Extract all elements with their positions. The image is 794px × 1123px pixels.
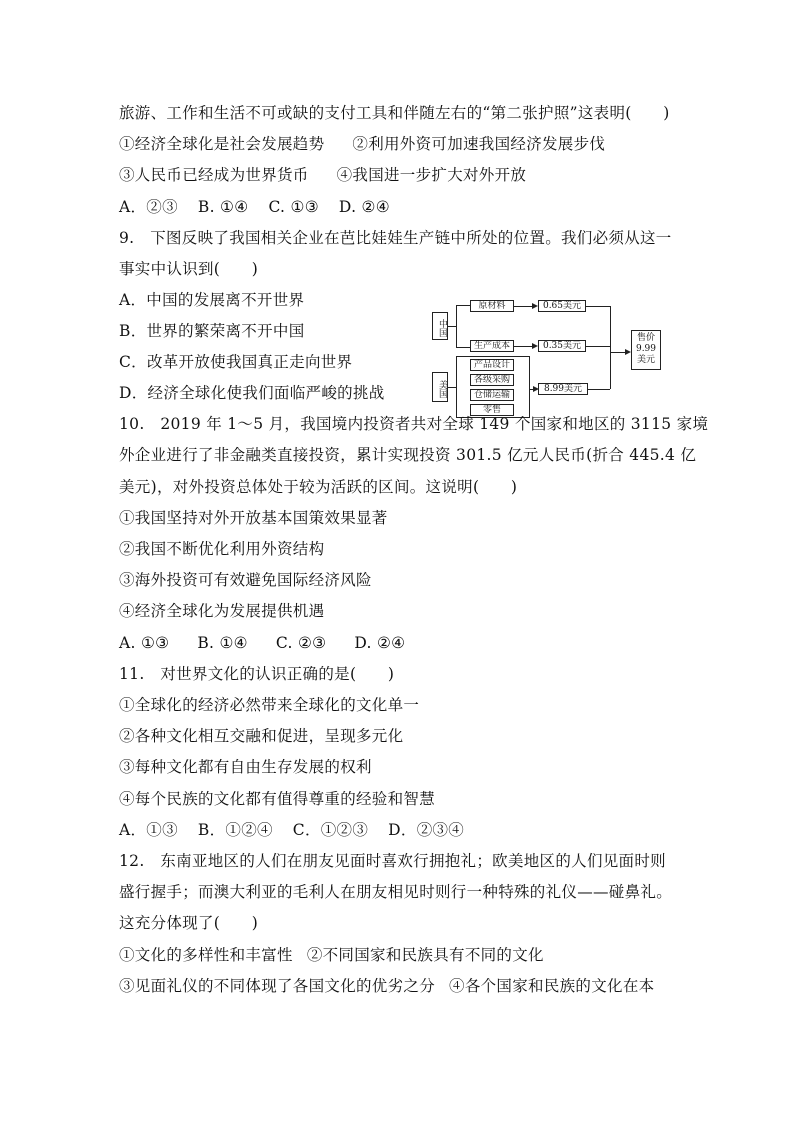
barbie-supply-chain-diagram [430, 292, 670, 422]
q10-choice-c[interactable]: C. ②③ [275, 634, 327, 652]
merge-bottom [588, 389, 610, 390]
product-design-box: 产品设计 [470, 359, 514, 371]
retail-box: 零售 [470, 404, 514, 416]
price-unit: 美元 [636, 355, 655, 365]
q12-option-3: ③见面礼仪的不同体现了各国文化的优劣之分 [119, 977, 436, 995]
merge-top [586, 306, 610, 307]
china-bracket-bottom [456, 347, 470, 348]
q12-options-row1 [119, 945, 544, 965]
production-cost-value-box: 0.35美元 [538, 340, 586, 352]
china-box: 中国 [432, 312, 448, 340]
q10-option-2: ②我国不断优化利用外资结构 [119, 540, 325, 558]
china-connector [448, 326, 456, 327]
q8-choice-d[interactable]: D. ②④ [338, 198, 390, 216]
procurement-box: 各级采购 [470, 374, 514, 386]
production-cost-box: 生产成本 [470, 340, 514, 352]
q12-option-1: ①文化的多样性和丰富性 [119, 946, 293, 964]
q8-choice-b[interactable]: B. ①④ [197, 198, 249, 216]
q12-stem-line3: 这充分体现了( ) [119, 914, 259, 932]
price-box [631, 330, 661, 370]
q12-option-2: ②不同国家和民族具有不同的文化 [306, 946, 544, 964]
q12-stem-line2: 盛行握手；而澳大利亚的毛利人在朋友相见时则行一种特殊的礼仪——碰鼻礼。 [119, 883, 673, 901]
q10-stem-line3: 美元)，对外投资总体处于较为活跃的区间。这说明( ) [119, 478, 518, 496]
q10-option-3: ③海外投资可有效避免国际经济风险 [119, 571, 372, 589]
raw-material-value-box: 0.65美元 [538, 300, 586, 312]
q9-option-a[interactable]: A．中国的发展离不开世界 [119, 291, 305, 309]
china-bracket [456, 305, 457, 347]
q11-choice-c[interactable]: C．①②③ [292, 821, 369, 839]
q9-option-d[interactable]: D．经济全球化使我们面临严峻的挑战 [119, 384, 385, 402]
q12-options-row2 [119, 976, 654, 996]
q8-choices [119, 197, 390, 217]
q11-choice-b[interactable]: B．①②④ [197, 821, 273, 839]
q10-stem-line2: 外企业进行了非金融类直接投资，累计实现投资 301.5 亿元人民币(折合 445.4 亿 [119, 446, 697, 464]
merge-mid [586, 346, 610, 347]
q11-stem: 11. 对世界文化的认识正确的是( ) [119, 665, 395, 683]
q11-choices [119, 820, 464, 840]
q12-option-4: ④各个国家和民族的文化在本 [449, 977, 655, 995]
storage-transport-box: 仓储运输 [470, 389, 514, 401]
q8-options-row2 [119, 165, 526, 185]
q12-stem-line1: 12. 东南亚地区的人们在朋友见面时喜欢行拥抱礼；欧美地区的人们见面时则 [119, 852, 666, 870]
q8-choice-a[interactable]: A．②③ [119, 198, 178, 216]
q8-option-4: ④我国进一步扩大对外开放 [336, 166, 527, 184]
q9-stem-line1: 9. 下图反映了我国相关企业在芭比娃娃生产链中所处的位置。我们必须从这一 [119, 229, 672, 247]
q8-option-2: ②利用外资可加速我国经济发展步伐 [352, 135, 606, 153]
q9-stem-line2: 事实中认识到( ) [119, 260, 259, 278]
q11-option-2: ②各种文化相互交融和促进，呈现多元化 [119, 727, 404, 745]
merge-top-vertical [610, 306, 611, 346]
price-label: 售价 [636, 333, 655, 343]
q8-option-3: ③人民币已经成为世界货币 [119, 166, 309, 184]
price-arrow [610, 352, 626, 353]
usa-box: 美国 [432, 372, 448, 402]
raw-material-arrow [514, 306, 534, 307]
q11-choice-d[interactable]: D．②③④ [388, 821, 465, 839]
china-bracket-top [456, 305, 470, 306]
q8-option-1: ①经济全球化是社会发展趋势 [119, 135, 325, 153]
q10-stem-line1: 10. 2019 年 1～5 月，我国境内投资者共对全球 149 个国家和地区的 3115 家境 [119, 415, 709, 433]
usa-value-box: 8.99美元 [538, 383, 588, 395]
q10-choice-d[interactable]: D. ②④ [354, 634, 406, 652]
q10-option-4: ④经济全球化为发展提供机遇 [119, 602, 325, 620]
q10-option-1: ①我国坚持对外开放基本国策效果显著 [119, 509, 388, 527]
q9-option-b[interactable]: B．世界的繁荣离不开中国 [119, 322, 305, 340]
q8-options-row1 [119, 134, 605, 154]
q11-choice-a[interactable]: A．①③ [119, 821, 178, 839]
production-cost-arrow [514, 346, 534, 347]
q11-option-1: ①全球化的经济必然带来全球化的文化单一 [119, 696, 420, 714]
price-value: 9.99 [635, 344, 657, 354]
q8-choice-c[interactable]: C. ①③ [268, 198, 319, 216]
raw-material-box: 原材料 [470, 300, 514, 312]
q10-choice-b[interactable]: B. ①④ [197, 634, 248, 652]
q9-option-c[interactable]: C．改革开放使我国真正走向世界 [119, 353, 353, 371]
q11-option-3: ③每种文化都有自由生存发展的权利 [119, 758, 372, 776]
q11-option-4: ④每个民族的文化都有值得尊重的经验和智慧 [119, 790, 436, 808]
q8-stem: 旅游、工作和生活不可或缺的支付工具和伴随左右的“第二张护照”这表明( ) [119, 104, 670, 122]
q10-choices [119, 633, 405, 653]
usa-connector [448, 387, 456, 388]
q10-choice-a[interactable]: A. ①③ [119, 634, 170, 652]
